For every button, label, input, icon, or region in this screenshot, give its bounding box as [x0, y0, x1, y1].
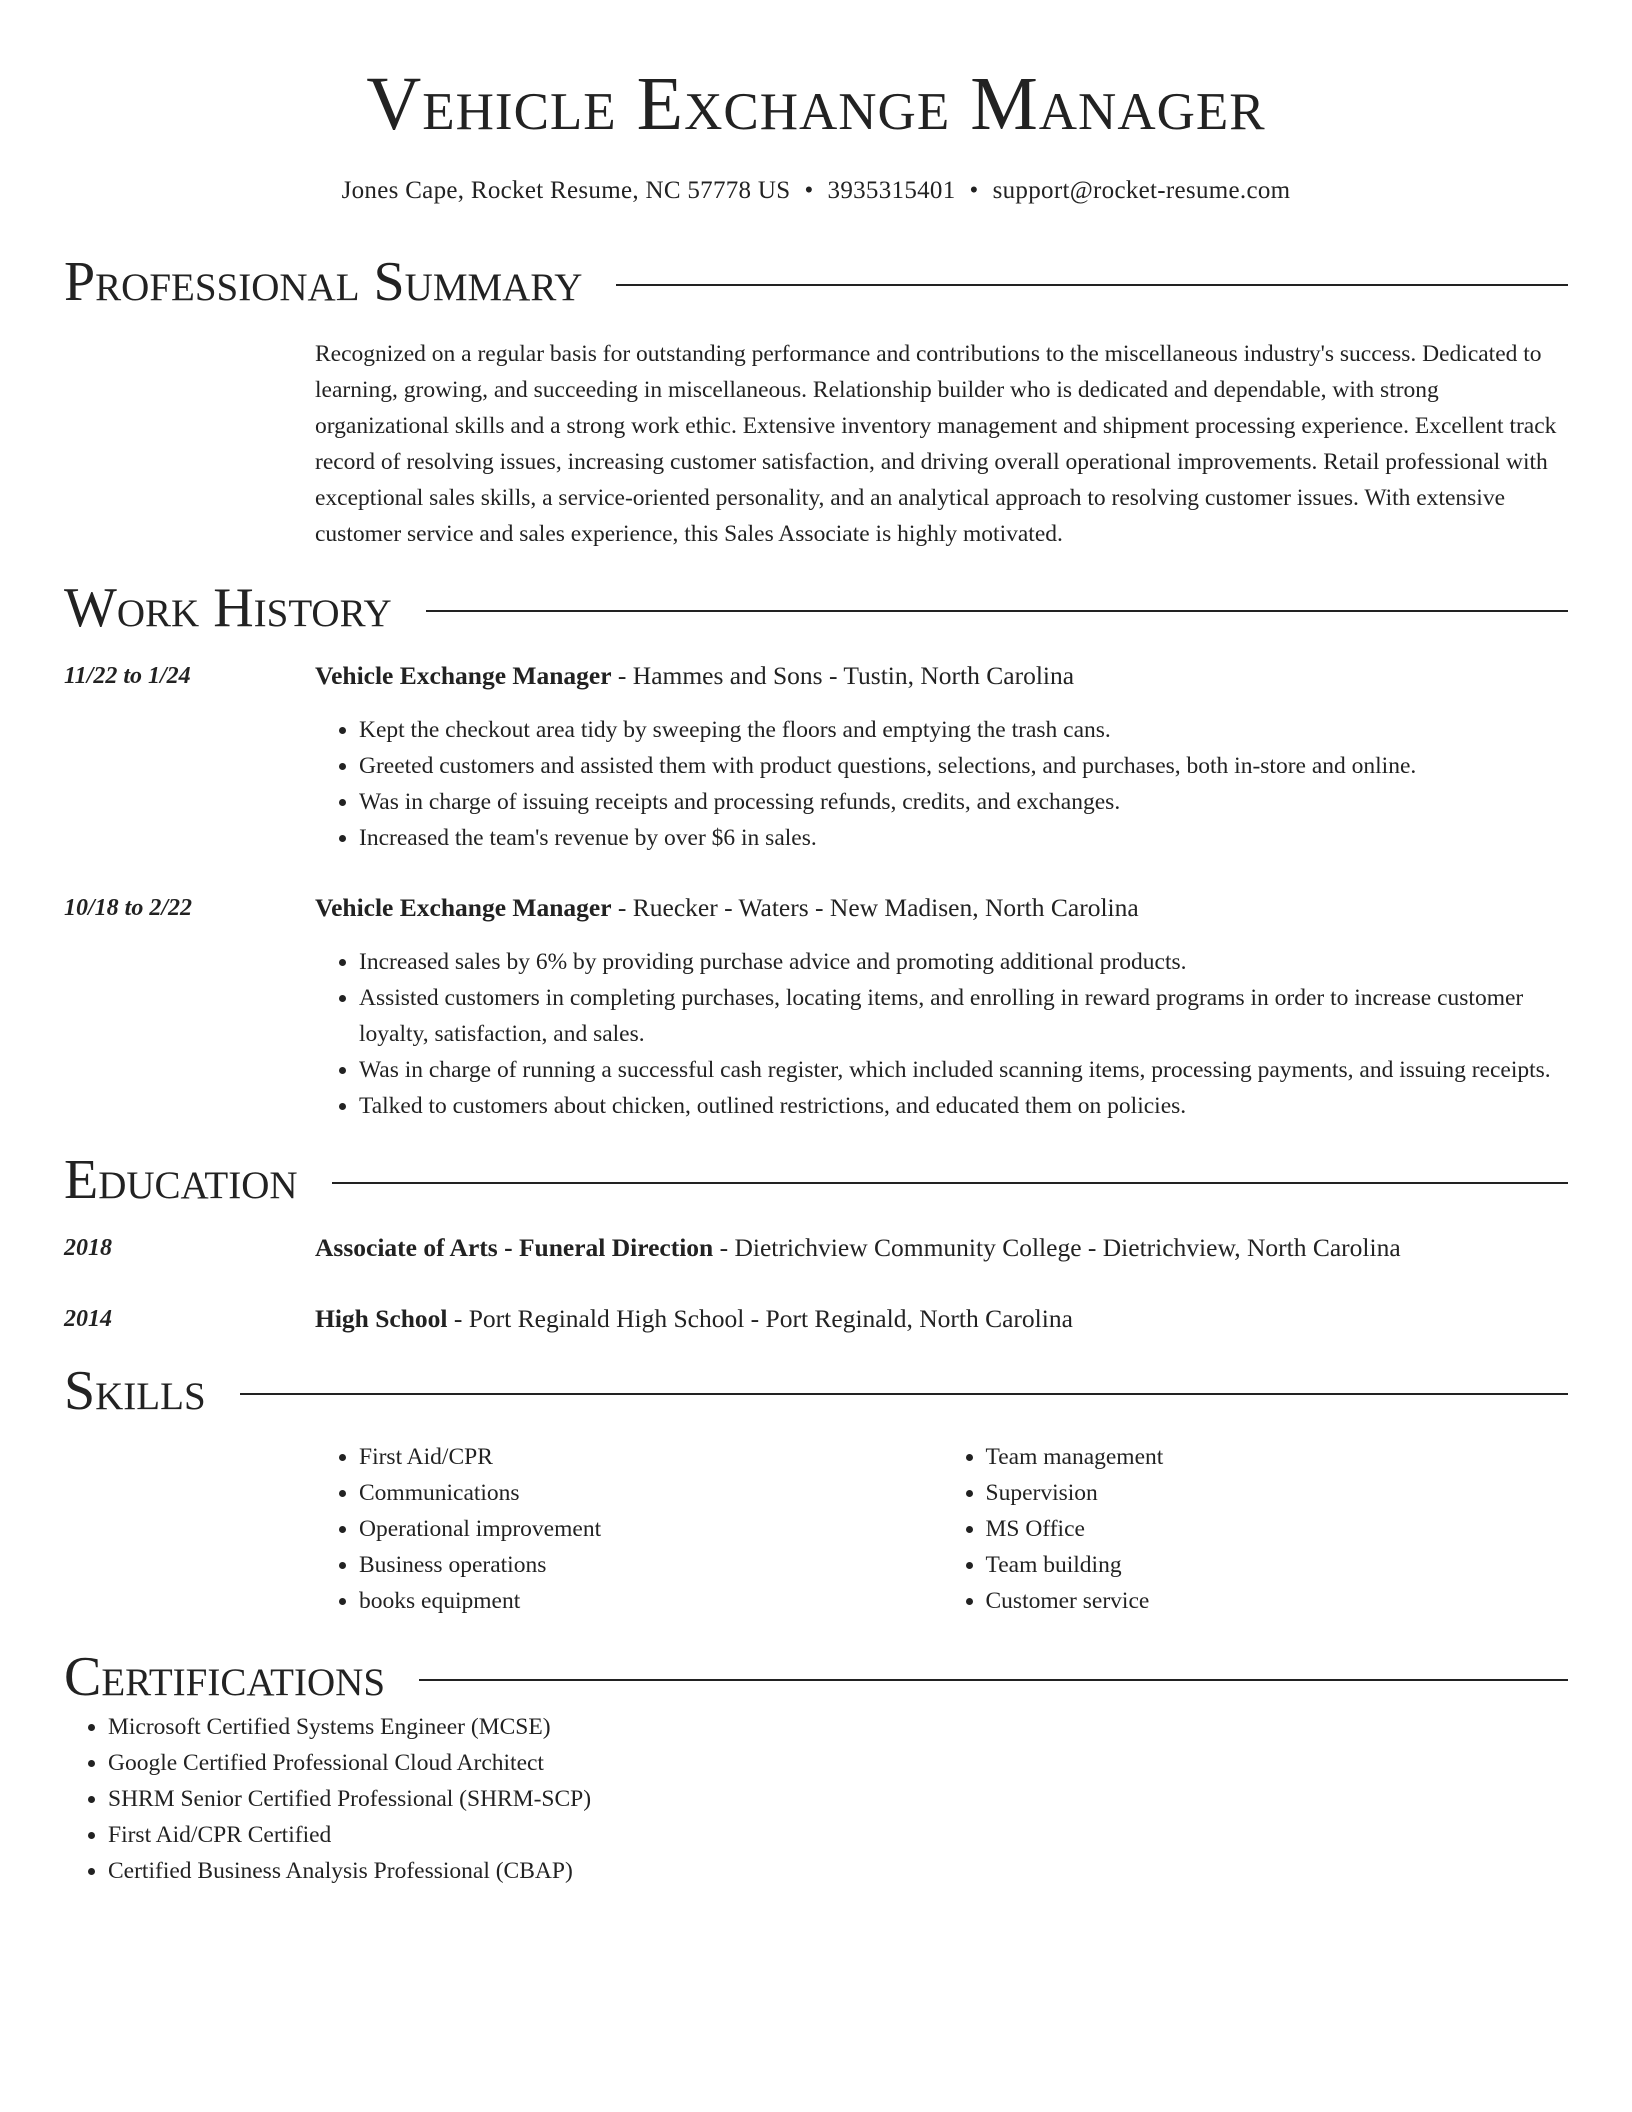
job-header: [315, 890, 1568, 926]
list-item: • Team management: [986, 1439, 1569, 1475]
list-item: • Greeted customers and assisted them with product questions, selections, and purchases, both in-store and online.: [359, 748, 1568, 784]
education-entry: [64, 1301, 1568, 1337]
list-item: • Business operations: [359, 1547, 942, 1583]
resume-header: [64, 0, 1568, 208]
contact-separator: •: [969, 177, 979, 204]
list-item: • MS Office: [986, 1511, 1569, 1547]
section-title: Certifications: [64, 1646, 386, 1708]
education-header: [315, 1230, 1568, 1266]
job-entry: [64, 658, 1568, 856]
education-details: - Port Reginald High School - Port Reginald, North Carolina: [447, 1304, 1073, 1333]
education-entry: [64, 1230, 1568, 1266]
section-title: Work History: [64, 577, 392, 639]
job-entry: [64, 890, 1568, 1124]
section-divider: [419, 1679, 1568, 1681]
skills-column-left: [315, 1439, 942, 1619]
list-item: • Talked to customers about chicken, outlined restrictions, and educated them on policies.: [359, 1088, 1568, 1124]
job-dates: 11/22 to 1/24: [64, 663, 191, 689]
summary-text: Recognized on a regular basis for outstanding performance and contributions to the miscellaneous industry's success. Dedicated to learning, growing, and succeeding in miscellaneous. Relationship builder who is dedicated and dependable, with strong organizational skills and a strong work ethic. Extensive inventory management and shipment processing experience. Excellent track record of resolving issues, increasing customer satisfaction, and driving overall operational improvements. Retail professional with exceptional sales skills, a service-oriented personality, and an analytical approach to resolving customer issues. With extensive customer service and sales experience, this Sales Associate is highly motivated.: [315, 341, 1557, 547]
list-item: • Supervision: [986, 1475, 1569, 1511]
list-item: • Google Certified Professional Cloud Architect: [108, 1745, 1568, 1781]
job-bullets: [315, 712, 1568, 856]
resume-page: [64, 0, 1568, 1889]
summary-section-heading: [64, 250, 1568, 314]
section-title: Professional Summary: [64, 251, 583, 313]
list-item: • Was in charge of issuing receipts and processing refunds, credits, and exchanges.: [359, 784, 1568, 820]
list-item: • books equipment: [359, 1583, 942, 1619]
section-divider: [426, 610, 1568, 612]
certifications-list: [64, 1709, 1568, 1889]
education-header: [315, 1301, 1568, 1337]
list-item: • Team building: [986, 1547, 1569, 1583]
certifications-section-heading: [64, 1645, 1568, 1709]
skills-list: [315, 1439, 1568, 1619]
contact-email: support@rocket-resume.com: [992, 177, 1291, 204]
education-degree: High School: [315, 1304, 448, 1333]
list-item: • Increased sales by 6% by providing purchase advice and promoting additional products.: [359, 944, 1568, 980]
work-section-heading: [64, 576, 1568, 640]
list-item: • SHRM Senior Certified Professional (SHRM-SCP): [108, 1781, 1568, 1817]
section-divider: [616, 284, 1568, 286]
contact-line: [64, 174, 1568, 208]
job-body: [315, 658, 1568, 856]
job-details: - Ruecker - Waters - New Madisen, North Carolina: [611, 893, 1139, 922]
list-item: • Certified Business Analysis Professional (CBAP): [108, 1853, 1568, 1889]
list-item: • Customer service: [986, 1583, 1569, 1619]
candidate-name: Vehicle Exchange Manager: [366, 62, 1266, 146]
section-divider: [332, 1182, 1568, 1184]
contact-address: Jones Cape, Rocket Resume, NC 57778 US: [341, 177, 791, 204]
list-item: • Communications: [359, 1475, 942, 1511]
job-body: [315, 890, 1568, 1124]
education-year: 2018: [64, 1235, 112, 1261]
list-item: • Operational improvement: [359, 1511, 942, 1547]
job-title: Vehicle Exchange Manager: [315, 661, 612, 690]
skills-column-right: [942, 1439, 1569, 1619]
list-item: • First Aid/CPR: [359, 1439, 942, 1475]
list-item: • First Aid/CPR Certified: [108, 1817, 1568, 1853]
list-item: • Kept the checkout area tidy by sweeping the floors and emptying the trash cans.: [359, 712, 1568, 748]
education-year: 2014: [64, 1306, 112, 1332]
skills-section-heading: [64, 1359, 1568, 1423]
list-item: • Increased the team's revenue by over $6 in sales.: [359, 820, 1568, 856]
job-header: [315, 658, 1568, 694]
job-dates: 10/18 to 2/22: [64, 895, 193, 921]
job-title: Vehicle Exchange Manager: [315, 893, 612, 922]
job-bullets: [315, 944, 1568, 1124]
contact-separator: •: [804, 177, 814, 204]
section-title: Skills: [64, 1360, 206, 1422]
section-title: Education: [64, 1149, 298, 1211]
education-section-heading: [64, 1148, 1568, 1212]
list-item: • Was in charge of running a successful cash register, which included scanning items, processing payments, and issuing receipts.: [359, 1052, 1568, 1088]
section-divider: [240, 1393, 1568, 1395]
list-item: • Microsoft Certified Systems Engineer (MCSE): [108, 1709, 1568, 1745]
education-details: - Dietrichview Community College - Dietrichview, North Carolina: [713, 1233, 1401, 1262]
contact-phone: 3935315401: [827, 177, 956, 204]
education-degree: Associate of Arts - Funeral Direction: [315, 1233, 714, 1262]
list-item: • Assisted customers in completing purchases, locating items, and enrolling in reward programs in order to increase customer loyalty, satisfaction, and sales.: [359, 980, 1568, 1052]
job-details: - Hammes and Sons - Tustin, North Carolina: [611, 661, 1075, 690]
